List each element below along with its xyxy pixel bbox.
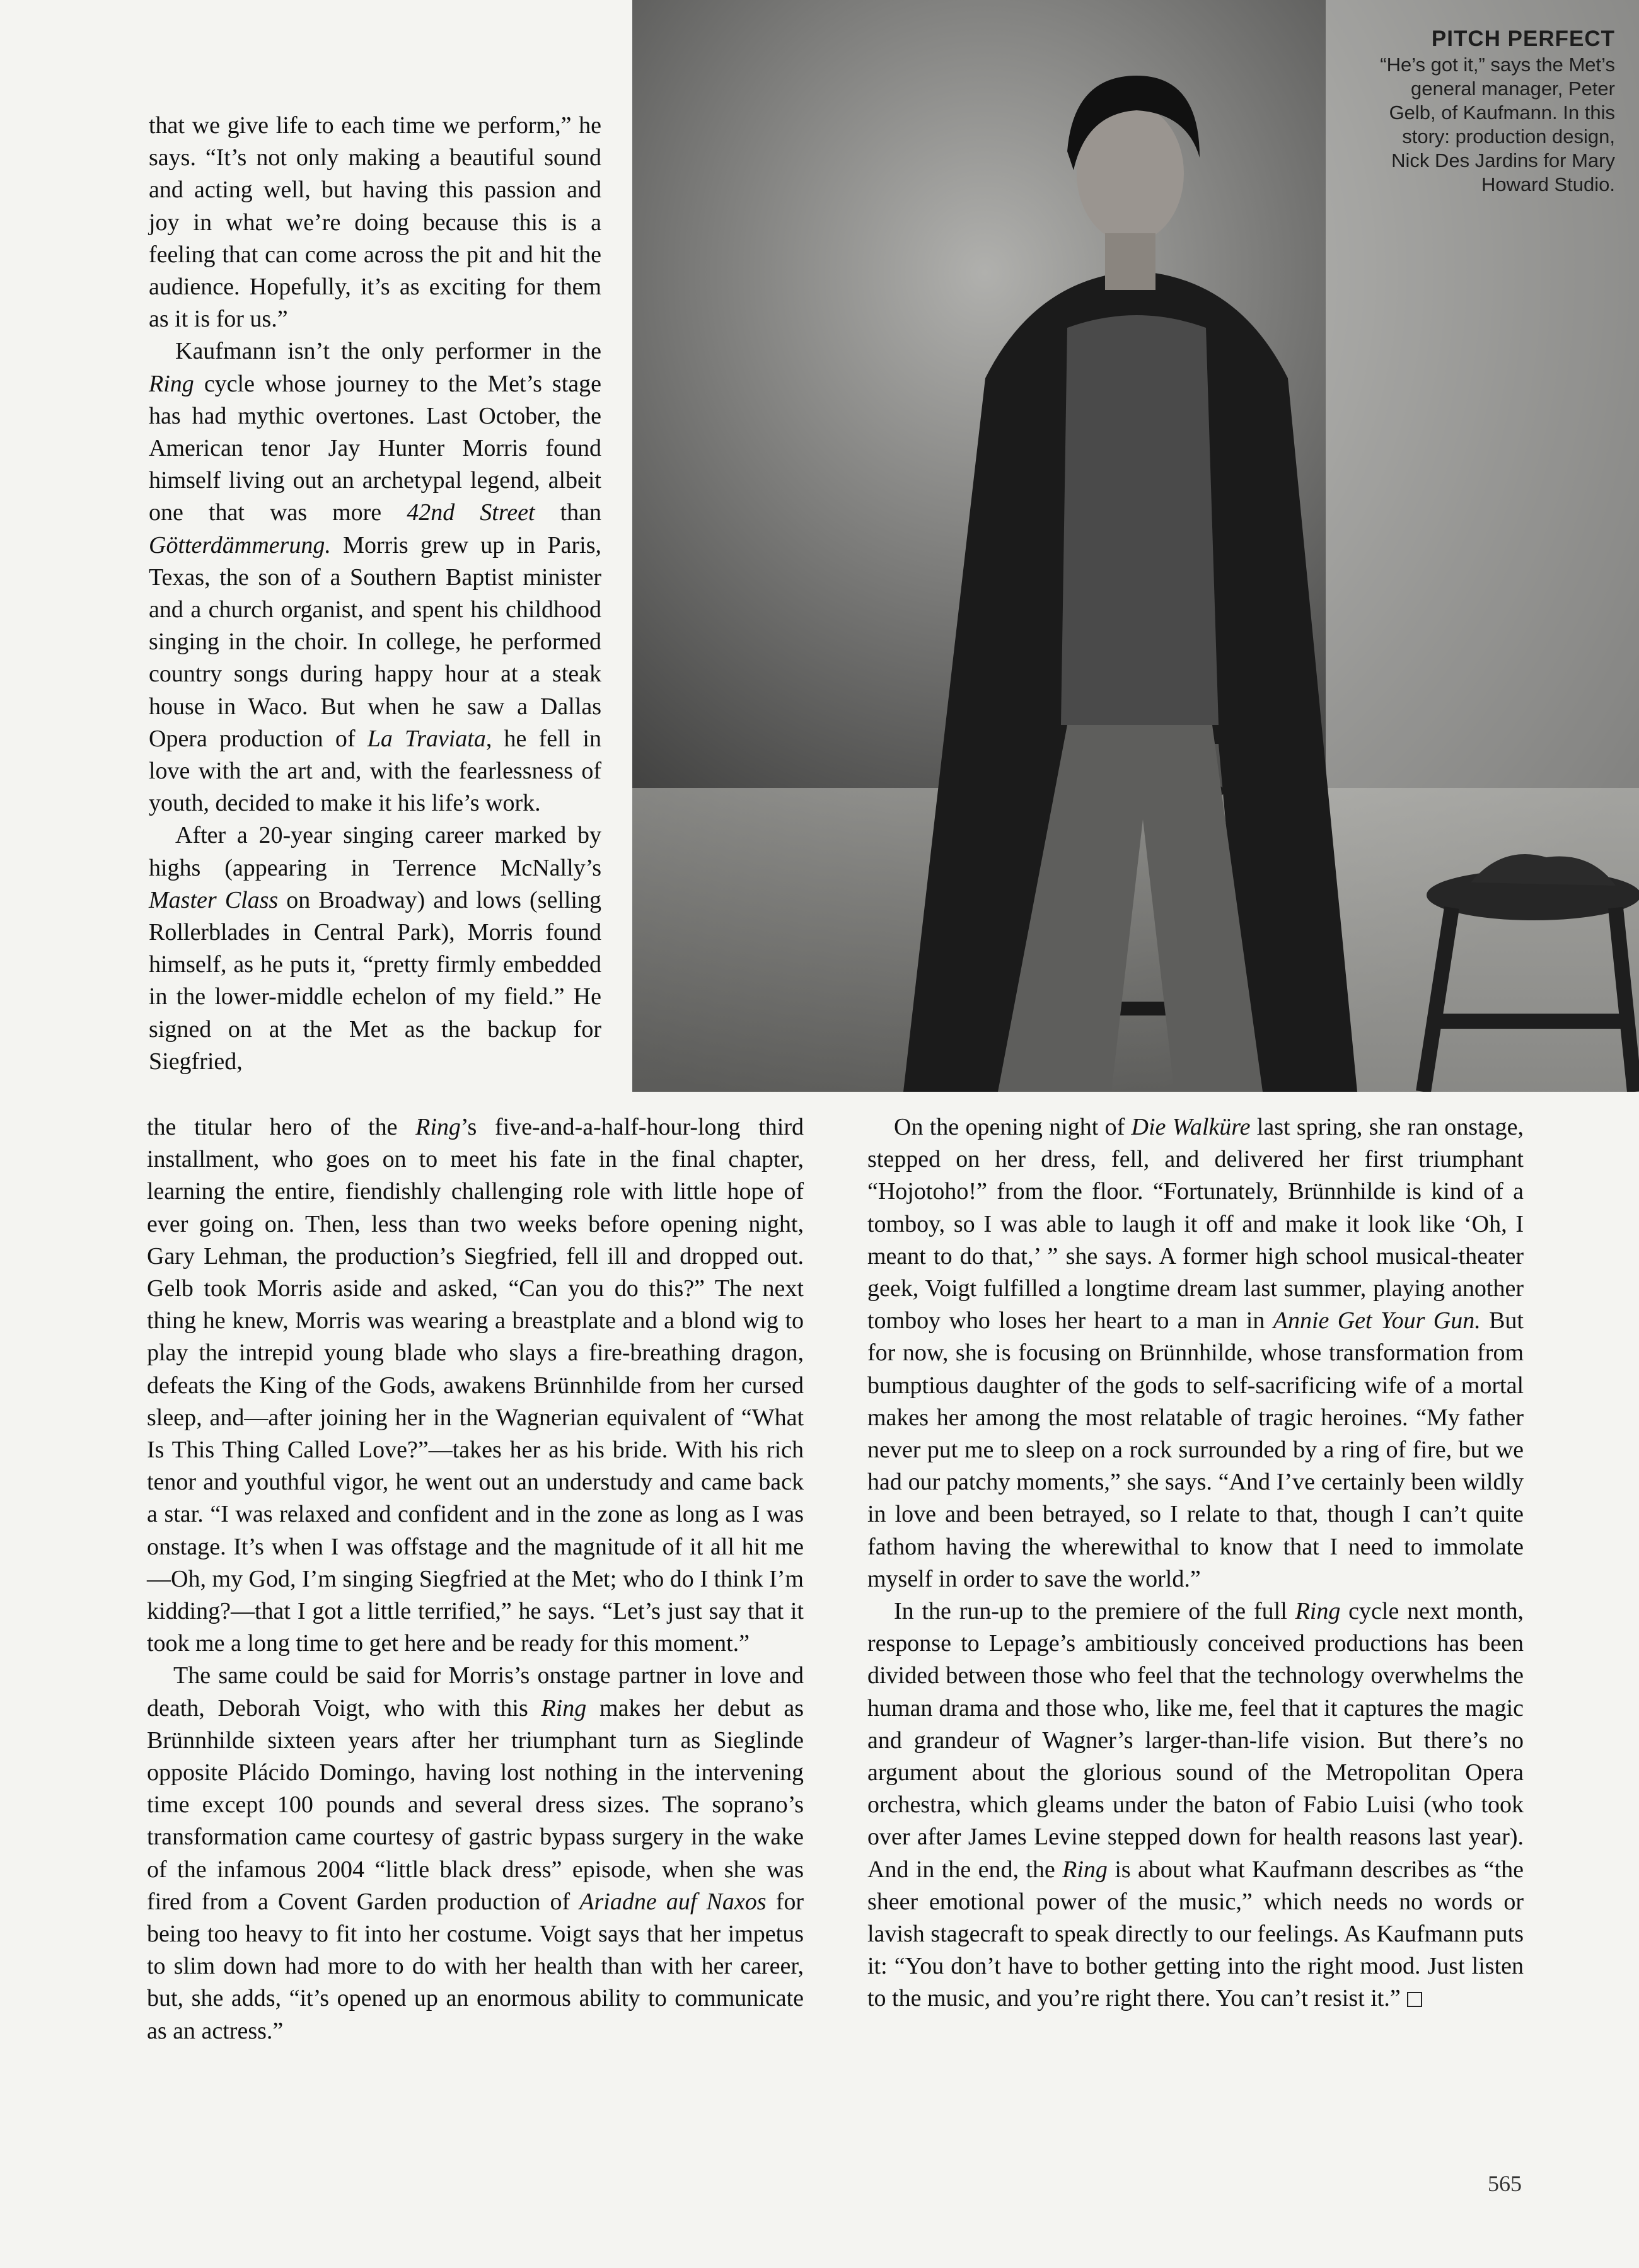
italic-title: Ring bbox=[1295, 1598, 1341, 1625]
italic-title: Annie Get Your Gun. bbox=[1273, 1307, 1481, 1334]
article-paragraph bbox=[149, 819, 601, 1078]
text-run: Morris grew up in Paris, Texas, the son of a Southern Baptist minister and a church organist, and spent his childhood singing in the choir. In college, he performed country songs during happy hour at a steak house in Waco. But when he saw a Dallas Opera production of bbox=[149, 531, 601, 752]
italic-title: Ring bbox=[149, 370, 194, 397]
page-number: 565 bbox=[1488, 2171, 1522, 2196]
caption-headline: PITCH PERFECT bbox=[1431, 26, 1615, 51]
article-paragraph bbox=[147, 1111, 804, 1660]
text-run: cycle next month, response to Lepage’s ambitiously conceived productions has been divided between those who feel that the technology overwhelms the human drama and those who, like me, feel that it captures the magic and grandeur of Wagner’s larger-than-life vision. But there’s no argument about the glorious sound of the Metropolitan Opera orchestra, which gleams under the baton of Fabio Luisi (who took over after James Levine stepped down for health reasons last year). And in the end, the bbox=[867, 1598, 1524, 1883]
article-paragraph bbox=[149, 335, 601, 819]
italic-title: 42nd Street bbox=[407, 499, 535, 526]
italic-title: Götterdämmerung. bbox=[149, 531, 331, 558]
text-run: ’s five-and-a-half-hour-long third installment, who goes on to meet his fate in the final chapter, learning the entire, fiendishly challenging role with little hope of ever going on. Then, less than two weeks before opening night, Gary Lehman, the production’s Siegfried, fell ill and dropped out. Gelb took Morris aside and asked, “Can you do this?” The next thing he knew, Morris was wearing a breastplate and a blond wig to play the intrepid young blade who slays a fire-breathing dragon, defeats the King of the Gods, awakens Brünnhilde from her cursed sleep, and—after joining her in the Wagnerian equivalent of “What Is This Thing Called Love?”—takes her as his bride. With his rich tenor and youthful vigor, he went out an understudy and came back a star. “I was relaxed and confident and in the zone as long as I was onstage. It’s when I was offstage and the magnitude of it all hit me—Oh, my God, I’m singing Siegfried at the Met; who do I think I’m kidding?—that I got a little terrified,” he says. “Let’s just say that it took me a long time to get here and be ready for this moment.” bbox=[147, 1114, 804, 1657]
text-run: But for now, she is focusing on Brünnhilde, whose transformation from bumptious daughter of the gods to self-sacrificing wife of a mortal makes her among the most relatable of tragic heroines. “My father never put me to sleep on a rock surrounded by a ring of fire, but we had our patchy moments,” she says. “And I’ve certainly been wildly in love and been betrayed, so I relate to that, though I can’t quite fathom having the wherewithal to know that I need to immolate myself in order to save the world.” bbox=[867, 1307, 1524, 1592]
text-run: cycle whose journey to the Met’s stage has had mythic overtones. Last October, the American tenor Jay Hunter Morris found himself living out an archetypal legend, albeit one that was more bbox=[149, 370, 601, 526]
text-run: is about what Kaufmann describes as “the sheer emotional power of the music,” which needs no words or lavish stagecraft to speak directly to our feelings. As Kaufmann puts it: “You don’t have to bother getting into the right mood. Just listen to the music, and you’re right there. You can’t resist it.” bbox=[867, 1856, 1524, 2012]
text-run: than bbox=[535, 499, 601, 526]
italic-title: Ring bbox=[415, 1114, 461, 1140]
portrait-photo bbox=[632, 0, 1639, 1092]
caption-text: “He’s got it,” says the Met’s general manager, Peter Gelb, of Kaufmann. In this story: production design, Nick Des Jardins for Mary Howard Studio. bbox=[1380, 54, 1615, 195]
italic-title: Ring bbox=[541, 1694, 587, 1721]
article-column-right bbox=[867, 1111, 1524, 2015]
article-paragraph bbox=[867, 1111, 1524, 1595]
text-run: , he fell in love with the art and, with the fearlessness of youth, decided to make it his life’s work. bbox=[149, 725, 601, 817]
italic-title: Ring bbox=[1062, 1856, 1108, 1883]
italic-title: Master Class bbox=[149, 886, 279, 913]
article-column-left-bottom bbox=[147, 1111, 804, 2047]
text-run: that we give life to each time we perform,” he says. “It’s not only making a beautiful sound and acting well, but having this passion and joy in what we’re doing because this is a feeling that can come across the pit and hit the audience. Hopefully, it’s as exciting for them as it is for us.” bbox=[149, 112, 601, 333]
italic-title: La Traviata bbox=[367, 725, 486, 752]
text-run: The same could be said for Morris’s onstage partner in love and death, Deborah Voigt, who with this bbox=[147, 1662, 804, 1721]
article-paragraph bbox=[867, 1595, 1524, 2015]
text-run: makes her debut as Brünnhilde sixteen years after her triumphant turn as Sieglinde opposite Plácido Domingo, having lost nothing in the intervening time except 100 pounds and several dress sizes. The soprano’s transformation came courtesy of gastric bypass surgery in the wake of the infamous 2004 “little black dress” episode, when she was fired from a Covent Garden production of bbox=[147, 1694, 804, 1915]
article-paragraph bbox=[147, 1660, 804, 2047]
italic-title: Die Walküre bbox=[1131, 1114, 1251, 1140]
end-mark-icon bbox=[1407, 1992, 1422, 2007]
text-run: on Broadway) and lows (selling Rollerblades in Central Park), Morris found himself, as he puts it, “pretty firmly embedded in the lower-middle echelon of my field.” He signed on at the Met as the backup for Siegfried, bbox=[149, 886, 601, 1075]
article-paragraph bbox=[149, 110, 601, 335]
article-column-left-top bbox=[149, 110, 601, 1078]
text-run: On the opening night of bbox=[894, 1114, 1132, 1140]
italic-title: Ariadne auf Naxos bbox=[579, 1888, 767, 1915]
text-run: the titular hero of the bbox=[147, 1114, 416, 1140]
photo-caption bbox=[1369, 25, 1615, 197]
text-run: In the run-up to the premiere of the full bbox=[894, 1598, 1295, 1625]
text-run: After a 20-year singing career marked by highs (appearing in Terrence McNally’s bbox=[149, 822, 601, 881]
text-run: for being too heavy to fit into her costume. Voigt says that her impetus to slim down had more to do with her health than with her career, but, she adds, “it’s opened up an enormous ability to communicate as an actress.” bbox=[147, 1888, 804, 2044]
text-run: last spring, she ran onstage, stepped on her dress, fell, and delivered her first triumphant “Hojotoho!” from the floor. “Fortunately, Brünnhilde is kind of a tomboy, so I was able to laugh it off and make it look like ‘Oh, I meant to do that,’ ” she says. A former high school musical-theater geek, Voigt fulfilled a longtime dream last summer, playing another tomboy who loses her heart to a man in bbox=[867, 1114, 1524, 1334]
text-run: Kaufmann isn’t the only performer in the bbox=[175, 338, 601, 365]
